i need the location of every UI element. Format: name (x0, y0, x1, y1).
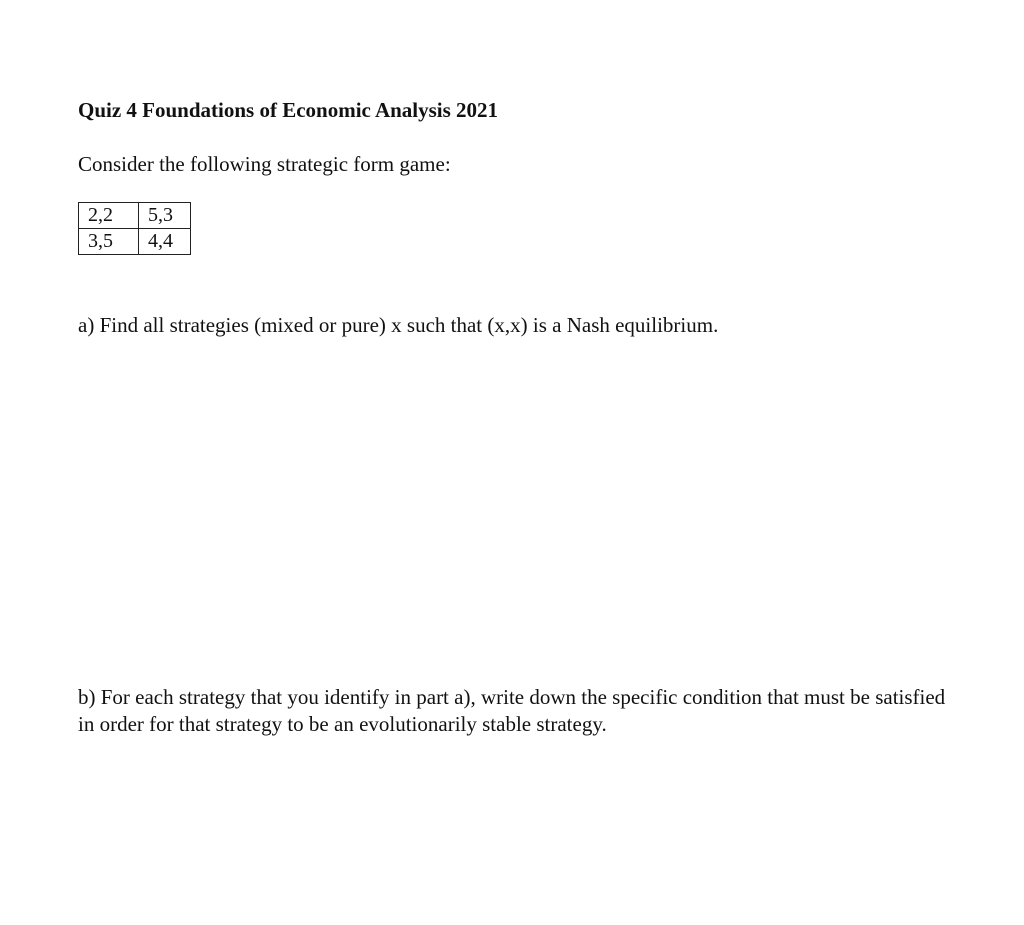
payoff-cell: 5,3 (139, 203, 191, 229)
payoff-matrix (78, 202, 191, 255)
quiz-title: Quiz 4 Foundations of Economic Analysis 2021 (78, 98, 499, 122)
intro-text: Consider the following strategic form game: (78, 152, 451, 176)
question-a: a) Find all strategies (mixed or pure) x such that (x,x) is a Nash equilibrium. (78, 313, 719, 337)
payoff-row (79, 203, 191, 229)
payoff-cell: 3,5 (79, 229, 139, 255)
quiz-document (78, 0, 978, 925)
question-b: b) For each strategy that you identify in part a), write down the specific condition that must be satisfied in order for that strategy to be an evolutionarily stable strategy. (78, 685, 946, 736)
payoff-row (79, 229, 191, 255)
payoff-cell: 2,2 (79, 203, 139, 229)
payoff-cell: 4,4 (139, 229, 191, 255)
